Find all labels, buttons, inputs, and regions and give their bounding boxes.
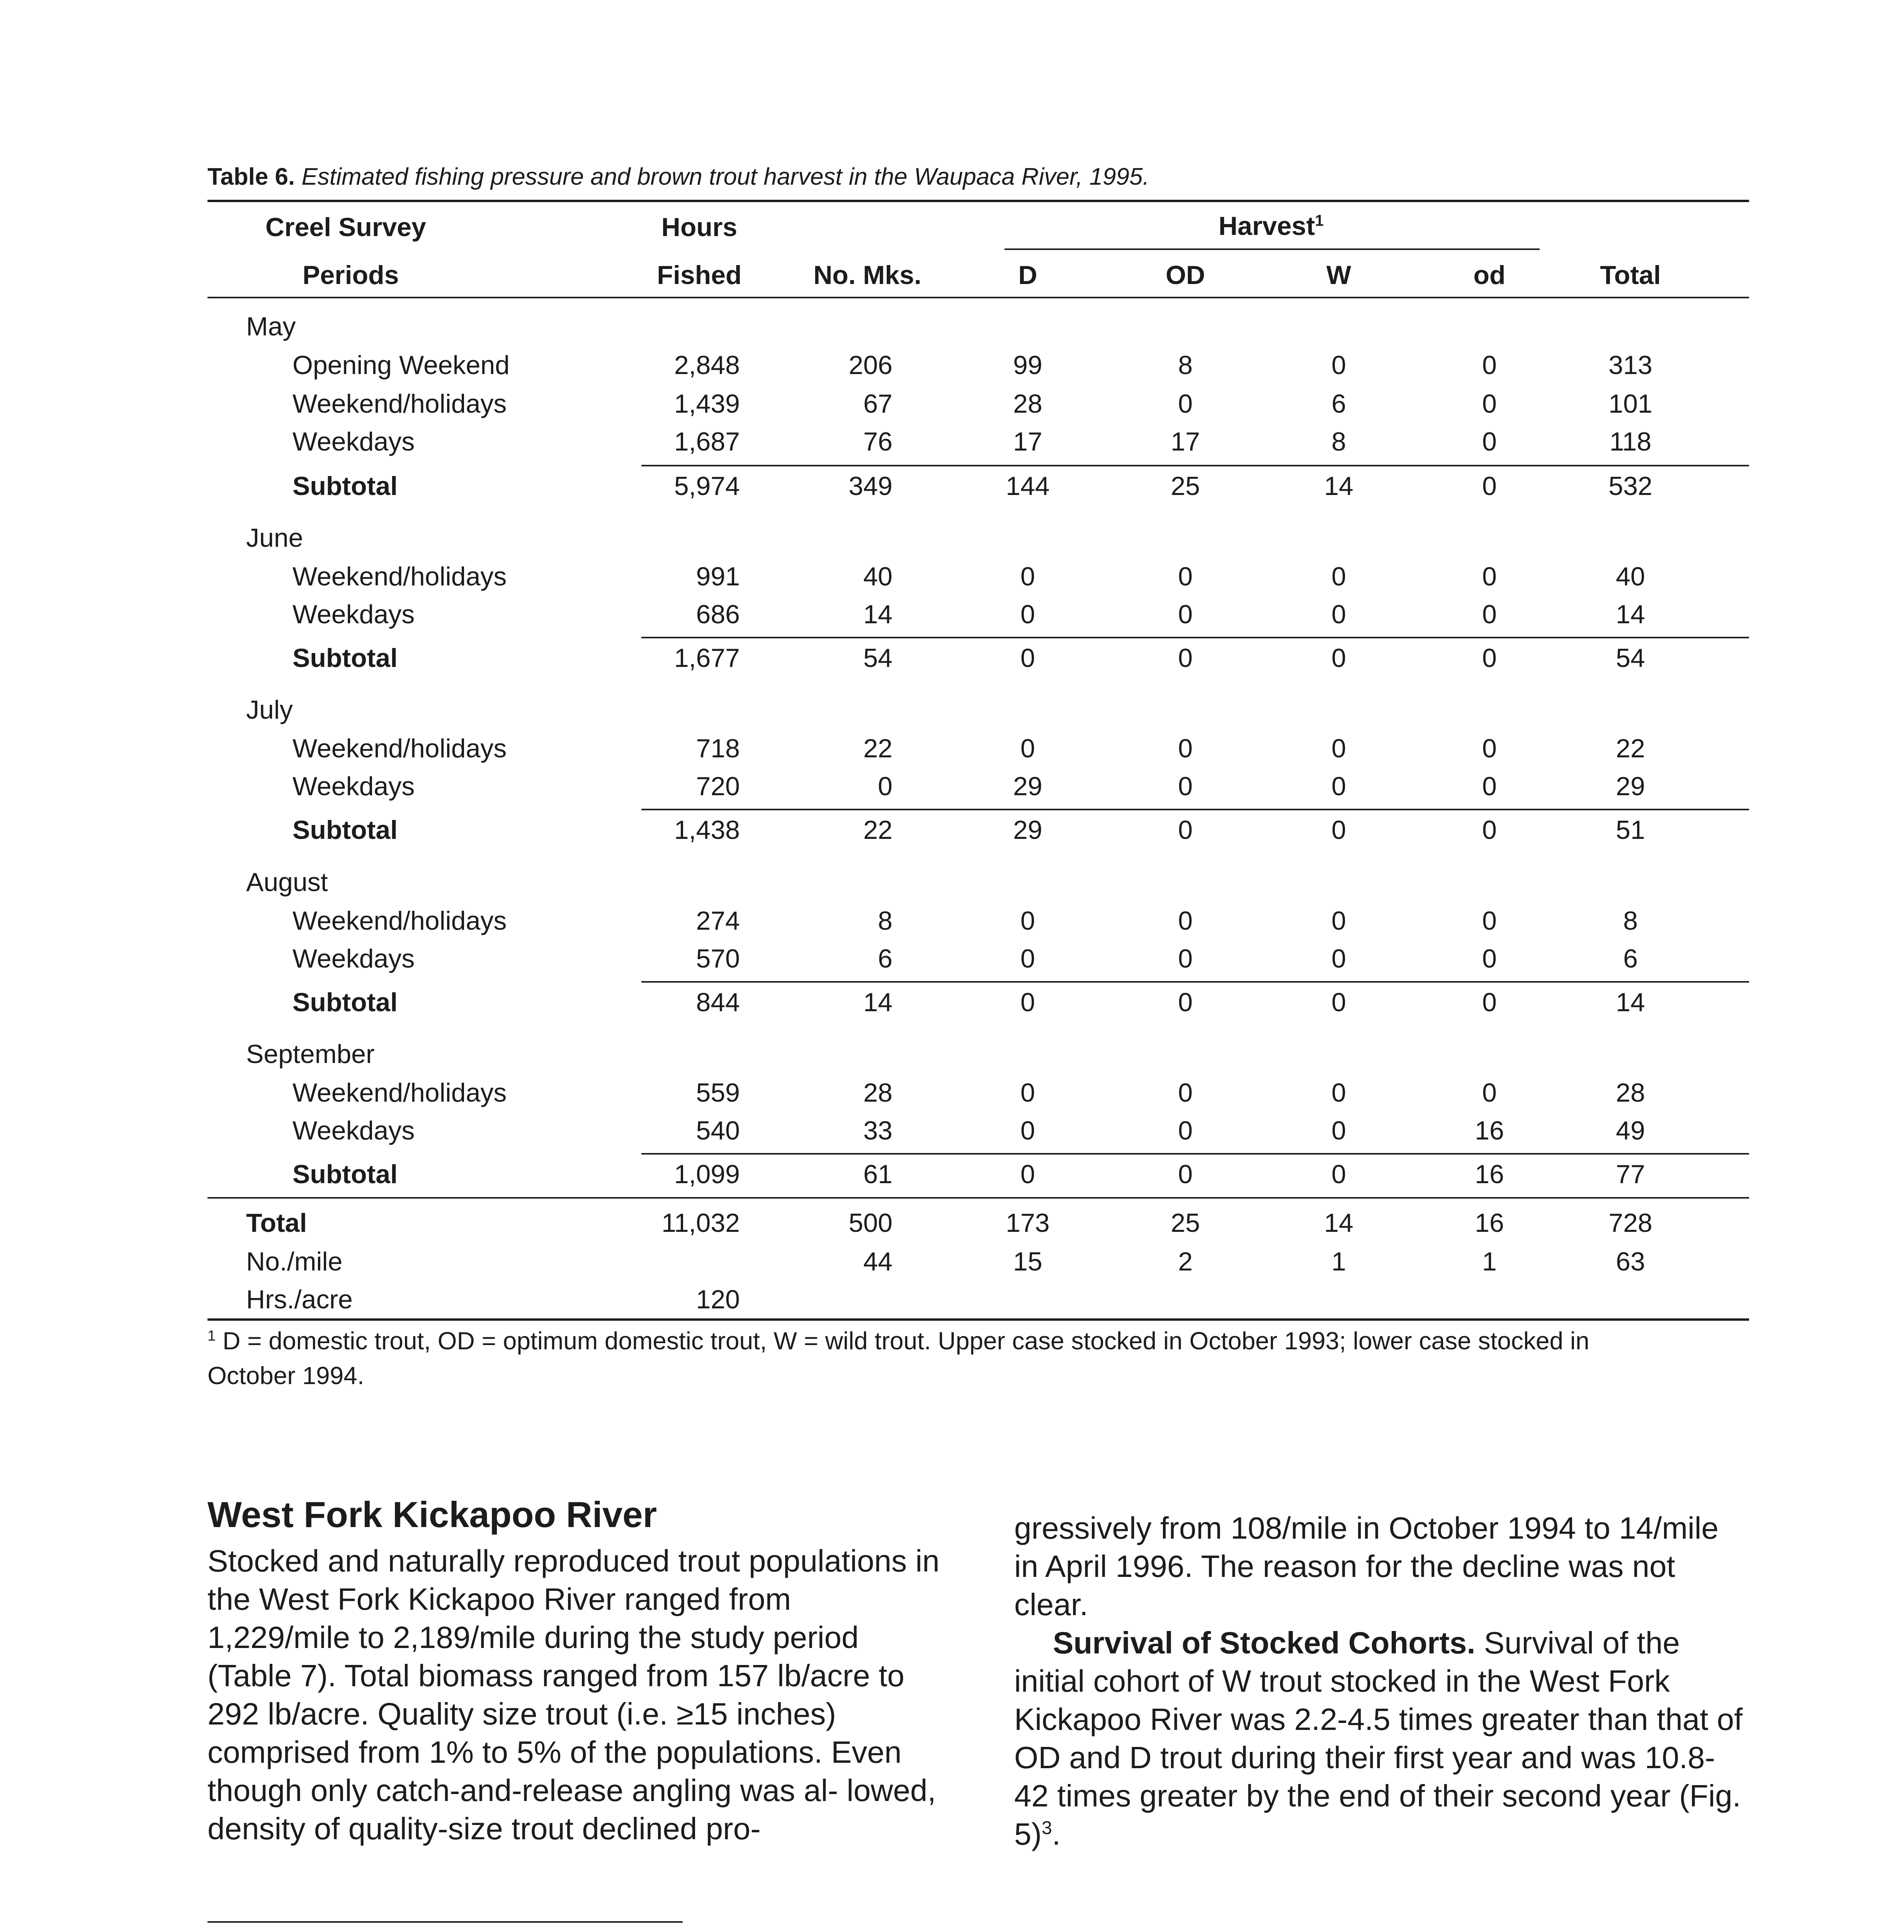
right-paragraph-2 [1014,1624,1748,1853]
group-may-row-1-label: Opening Weekend [292,350,510,380]
group-september-month: September [246,1039,375,1069]
group-may-row-3-w: 8 [1331,427,1346,456]
group-june-subtotal-mks: 54 [863,643,892,673]
right-paragraph-1: gressively from 108/mile in October 1994 to 14/mile in April 1996. The reason for the decline was not clear. [1014,1511,1719,1622]
group-may-row-2-label: Weekend/holidays [292,389,507,418]
group-july-row-1-od: 0 [1482,734,1497,763]
total-row-hours: 11,032 [661,1208,740,1238]
group-july-row-1-hours: 718 [696,734,740,763]
table-caption-label: Table 6. [207,163,295,190]
group-september-row-2-hours: 540 [696,1116,740,1145]
total-row-d: 173 [1006,1208,1050,1238]
group-july-subtotal-hours: 1,438 [674,815,740,845]
group-august-month: August [246,867,328,897]
group-july-row-2-label: Weekdays [292,772,415,801]
header-harvest-footnote-marker: 1 [1315,211,1324,230]
group-may-row-3-od: 17 [1171,427,1200,456]
group-june-subtotal-hours: 1,677 [674,643,740,673]
group-july-subtotal-mks: 22 [863,815,892,845]
group-september-subtotal-mks: 61 [863,1160,892,1189]
group-july-row-2-d: 29 [1013,772,1042,801]
section-heading: West Fork Kickapoo River [207,1494,657,1535]
group-august-row-2-hours: 570 [696,944,740,973]
group-july-row-1-d: 0 [1020,734,1035,763]
right-subhead: Survival of Stocked Cohorts. [1053,1626,1476,1660]
group-may-row-1-od: 0 [1482,350,1497,380]
group-june-subtotal-label: Subtotal [292,643,398,673]
group-may-row-2-od: 0 [1482,389,1497,418]
group-august-subtotal-od: 0 [1482,988,1497,1017]
group-august-row-1-label: Weekend/holidays [292,906,507,935]
group-june-subtotal-w: 0 [1331,643,1346,673]
group-may-row-3-mks: 76 [863,427,892,456]
table-footnote-marker: 1 [207,1327,216,1344]
group-august-subtotal-d: 0 [1020,988,1035,1017]
group-june-month: June [246,523,303,553]
header-w: W [1326,260,1352,290]
group-september-row-2-od: 16 [1475,1116,1504,1145]
total-row-od: 16 [1475,1208,1504,1238]
group-september-row-2-total: 49 [1616,1116,1645,1145]
per-mile-row-d: 15 [1013,1247,1042,1276]
group-august-subtotal-mks: 14 [863,988,892,1017]
group-june-subtotal-d: 0 [1020,643,1035,673]
group-september-row-1-total: 28 [1616,1078,1645,1107]
group-july-row-1-label: Weekend/holidays [292,734,507,763]
group-may-row-2-od: 0 [1178,389,1193,418]
group-september-row-1-od: 0 [1178,1078,1193,1107]
group-september-row-1-hours: 559 [696,1078,740,1107]
group-july-row-2-od: 0 [1178,772,1193,801]
total-row-label: Total [246,1208,307,1238]
per-mile-row-label: No./mile [246,1247,343,1276]
group-may-subtotal-mks: 349 [848,471,892,501]
group-july-row-2-total: 29 [1616,772,1645,801]
group-may-row-2-hours: 1,439 [674,389,740,418]
group-september-row-1-od: 0 [1482,1078,1497,1107]
harvest-span-rule [1005,248,1540,250]
group-may-row-3-hours: 1,687 [674,427,740,456]
group-june-row-2-mks: 14 [863,600,892,629]
group-may-row-3-total: 118 [1609,427,1652,456]
group-july-row-1-total: 22 [1616,734,1645,763]
total-rule [207,1197,1749,1199]
group-may-row-2-mks: 67 [863,389,892,418]
group-june-row-1-d: 0 [1020,562,1035,591]
group-may-row-3-label: Weekdays [292,427,415,456]
table-caption-text: Estimated fishing pressure and brown trout harvest in the Waupaca River, 1995. [301,163,1149,190]
group-september-row-2-label: Weekdays [292,1116,415,1145]
header-no-mks: No. Mks. [813,260,921,290]
total-row-od: 25 [1171,1208,1200,1238]
group-may-row-1-mks: 206 [848,350,892,380]
group-may-subtotal-hours: 5,974 [674,471,740,501]
table-bottom-rule [207,1318,1749,1321]
group-august-row-2-total: 6 [1623,944,1638,973]
group-september-subtotal-rule [641,1153,1749,1155]
group-august-row-2-d: 0 [1020,944,1035,973]
group-may-subtotal-od: 0 [1482,471,1497,501]
group-may-row-1-total: 313 [1608,350,1652,380]
group-may-row-2-d: 28 [1013,389,1042,418]
group-august-subtotal-total: 14 [1616,988,1645,1017]
group-may-subtotal-label: Subtotal [292,471,398,501]
right-paragraph-2-ref: 3 [1042,1818,1052,1838]
per-mile-row-mks: 44 [863,1247,892,1276]
group-september-row-1-label: Weekend/holidays [292,1078,507,1107]
group-august-row-1-mks: 8 [878,906,892,935]
right-paragraph-2-end: . [1052,1817,1061,1851]
group-may-subtotal-d: 144 [1006,471,1050,501]
group-june-row-1-label: Weekend/holidays [292,562,507,591]
group-september-subtotal-label: Subtotal [292,1160,398,1189]
group-august-row-1-od: 0 [1482,906,1497,935]
group-september-subtotal-w: 0 [1331,1160,1346,1189]
group-july-row-1-w: 0 [1331,734,1346,763]
group-september-subtotal-od: 16 [1475,1160,1504,1189]
group-july-subtotal-w: 0 [1331,815,1346,845]
group-june-row-1-hours: 991 [696,562,740,591]
table-footnote-text: D = domestic trout, OD = optimum domestic trout, W = wild trout. Upper case stocked in October 1993; lower case stocked in October 1994. [207,1327,1590,1389]
group-august-subtotal-hours: 844 [696,988,740,1017]
group-august-row-2-od: 0 [1178,944,1193,973]
group-august-subtotal-od: 0 [1178,988,1193,1017]
group-may-subtotal-rule [641,465,1749,466]
group-june-subtotal-od: 0 [1482,643,1497,673]
group-june-row-2-od: 0 [1178,600,1193,629]
group-may-row-3-od: 0 [1482,427,1497,456]
per-mile-row-od: 1 [1482,1247,1497,1276]
group-july-row-1-od: 0 [1178,734,1193,763]
per-acre-row-label: Hrs./acre [246,1285,353,1314]
group-june-row-2-d: 0 [1020,600,1035,629]
group-august-subtotal-w: 0 [1331,988,1346,1017]
per-mile-row-od: 2 [1178,1247,1193,1276]
group-june-row-2-total: 14 [1616,600,1645,629]
header-od-lower: od [1473,260,1506,290]
group-july-subtotal-od: 0 [1178,815,1193,845]
group-may-row-2-total: 101 [1608,389,1652,418]
group-june-row-2-hours: 686 [696,600,740,629]
group-august-subtotal-label: Subtotal [292,988,398,1017]
group-september-row-1-mks: 28 [863,1078,892,1107]
group-september-row-2-mks: 33 [863,1116,892,1145]
group-july-row-1-mks: 22 [863,734,892,763]
group-may-row-1-od: 8 [1178,350,1193,380]
group-august-row-2-w: 0 [1331,944,1346,973]
group-may-row-1-w: 0 [1331,350,1346,380]
group-june-row-1-mks: 40 [863,562,892,591]
group-may-month: May [246,312,296,341]
group-july-subtotal-label: Subtotal [292,815,398,845]
header-od-upper: OD [1166,260,1205,290]
header-periods: Periods [303,260,399,290]
group-july-month: July [246,695,293,724]
header-fished: Fished [657,260,742,290]
group-july-row-2-od: 0 [1482,772,1497,801]
header-d: D [1018,260,1037,290]
group-june-row-1-w: 0 [1331,562,1346,591]
group-may-row-1-hours: 2,848 [674,350,740,380]
header-creel-survey: Creel Survey [265,213,426,242]
group-august-row-2-mks: 6 [878,944,892,973]
group-july-row-2-w: 0 [1331,772,1346,801]
group-july-row-2-mks: 0 [878,772,892,801]
group-may-row-1-d: 99 [1013,350,1042,380]
group-june-row-1-total: 40 [1616,562,1645,591]
group-june-row-1-od: 0 [1482,562,1497,591]
group-september-row-1-w: 0 [1331,1078,1346,1107]
group-july-subtotal-d: 29 [1013,815,1042,845]
group-august-row-1-total: 8 [1623,906,1638,935]
total-row-total: 728 [1608,1208,1652,1238]
header-hours: Hours [661,213,738,242]
group-june-row-2-w: 0 [1331,600,1346,629]
table-top-rule [207,200,1749,202]
header-harvest: Harvest$^1$ [1218,211,1324,241]
group-may-subtotal-total: 532 [1608,471,1652,501]
per-mile-row-total: 63 [1616,1247,1645,1276]
group-june-subtotal-rule [641,637,1749,638]
group-may-subtotal-w: 14 [1324,471,1353,501]
group-september-subtotal-total: 77 [1616,1160,1645,1189]
header-total: Total [1600,260,1661,290]
left-column [207,1542,942,1848]
group-july-subtotal-rule [641,809,1749,810]
footnote-rule [207,1921,683,1923]
group-august-row-1-w: 0 [1331,906,1346,935]
group-june-subtotal-od: 0 [1178,643,1193,673]
group-september-subtotal-od: 0 [1178,1160,1193,1189]
group-september-row-1-d: 0 [1020,1078,1035,1107]
group-september-row-2-od: 0 [1178,1116,1193,1145]
group-may-row-2-w: 6 [1331,389,1346,418]
right-paragraph-2-text: Survival of the initial cohort of W trout stocked in the West Fork Kickapoo River was 2.2-4.5 times greater than that of OD and D trout during their first year and was 10.8-42 times greater by the end of their second year (Fig. 5) [1014,1626,1743,1851]
group-september-row-2-w: 0 [1331,1116,1346,1145]
group-may-row-3-d: 17 [1013,427,1042,456]
header-bottom-rule [207,297,1749,298]
group-august-row-1-hours: 274 [696,906,740,935]
group-september-subtotal-d: 0 [1020,1160,1035,1189]
group-july-row-2-hours: 720 [696,772,740,801]
left-paragraph: Stocked and naturally reproduced trout populations in the West Fork Kickapoo River ranged from 1,229/mile to 2,189/mile during the study period (Table 7). Total biomass ranged from 157 lb/acre to 292 lb/acre. Quality size trout (i.e. ≥15 inches) comprised from 1% to 5% of the populations. Even though only catch-and-release angling was al- lowed, density of quality-size trout declined pro- [207,1544,940,1846]
total-row-w: 14 [1324,1208,1353,1238]
group-september-subtotal-hours: 1,099 [674,1160,740,1189]
group-august-row-1-od: 0 [1178,906,1193,935]
group-june-row-1-od: 0 [1178,562,1193,591]
group-july-subtotal-od: 0 [1482,815,1497,845]
group-august-row-2-od: 0 [1482,944,1497,973]
group-august-row-2-label: Weekdays [292,944,415,973]
group-july-subtotal-total: 51 [1616,815,1645,845]
per-mile-row-w: 1 [1331,1247,1346,1276]
group-june-subtotal-total: 54 [1616,643,1645,673]
group-june-row-2-od: 0 [1482,600,1497,629]
right-column [1014,1509,1748,1853]
group-august-row-1-d: 0 [1020,906,1035,935]
total-row-mks: 500 [848,1208,892,1238]
group-september-row-2-d: 0 [1020,1116,1035,1145]
group-august-subtotal-rule [641,981,1749,983]
group-may-subtotal-od: 25 [1171,471,1200,501]
group-june-row-2-label: Weekdays [292,600,415,629]
table-caption [207,162,1149,192]
table-footnote [207,1323,1676,1393]
per-acre-row-hours: 120 [696,1285,740,1314]
